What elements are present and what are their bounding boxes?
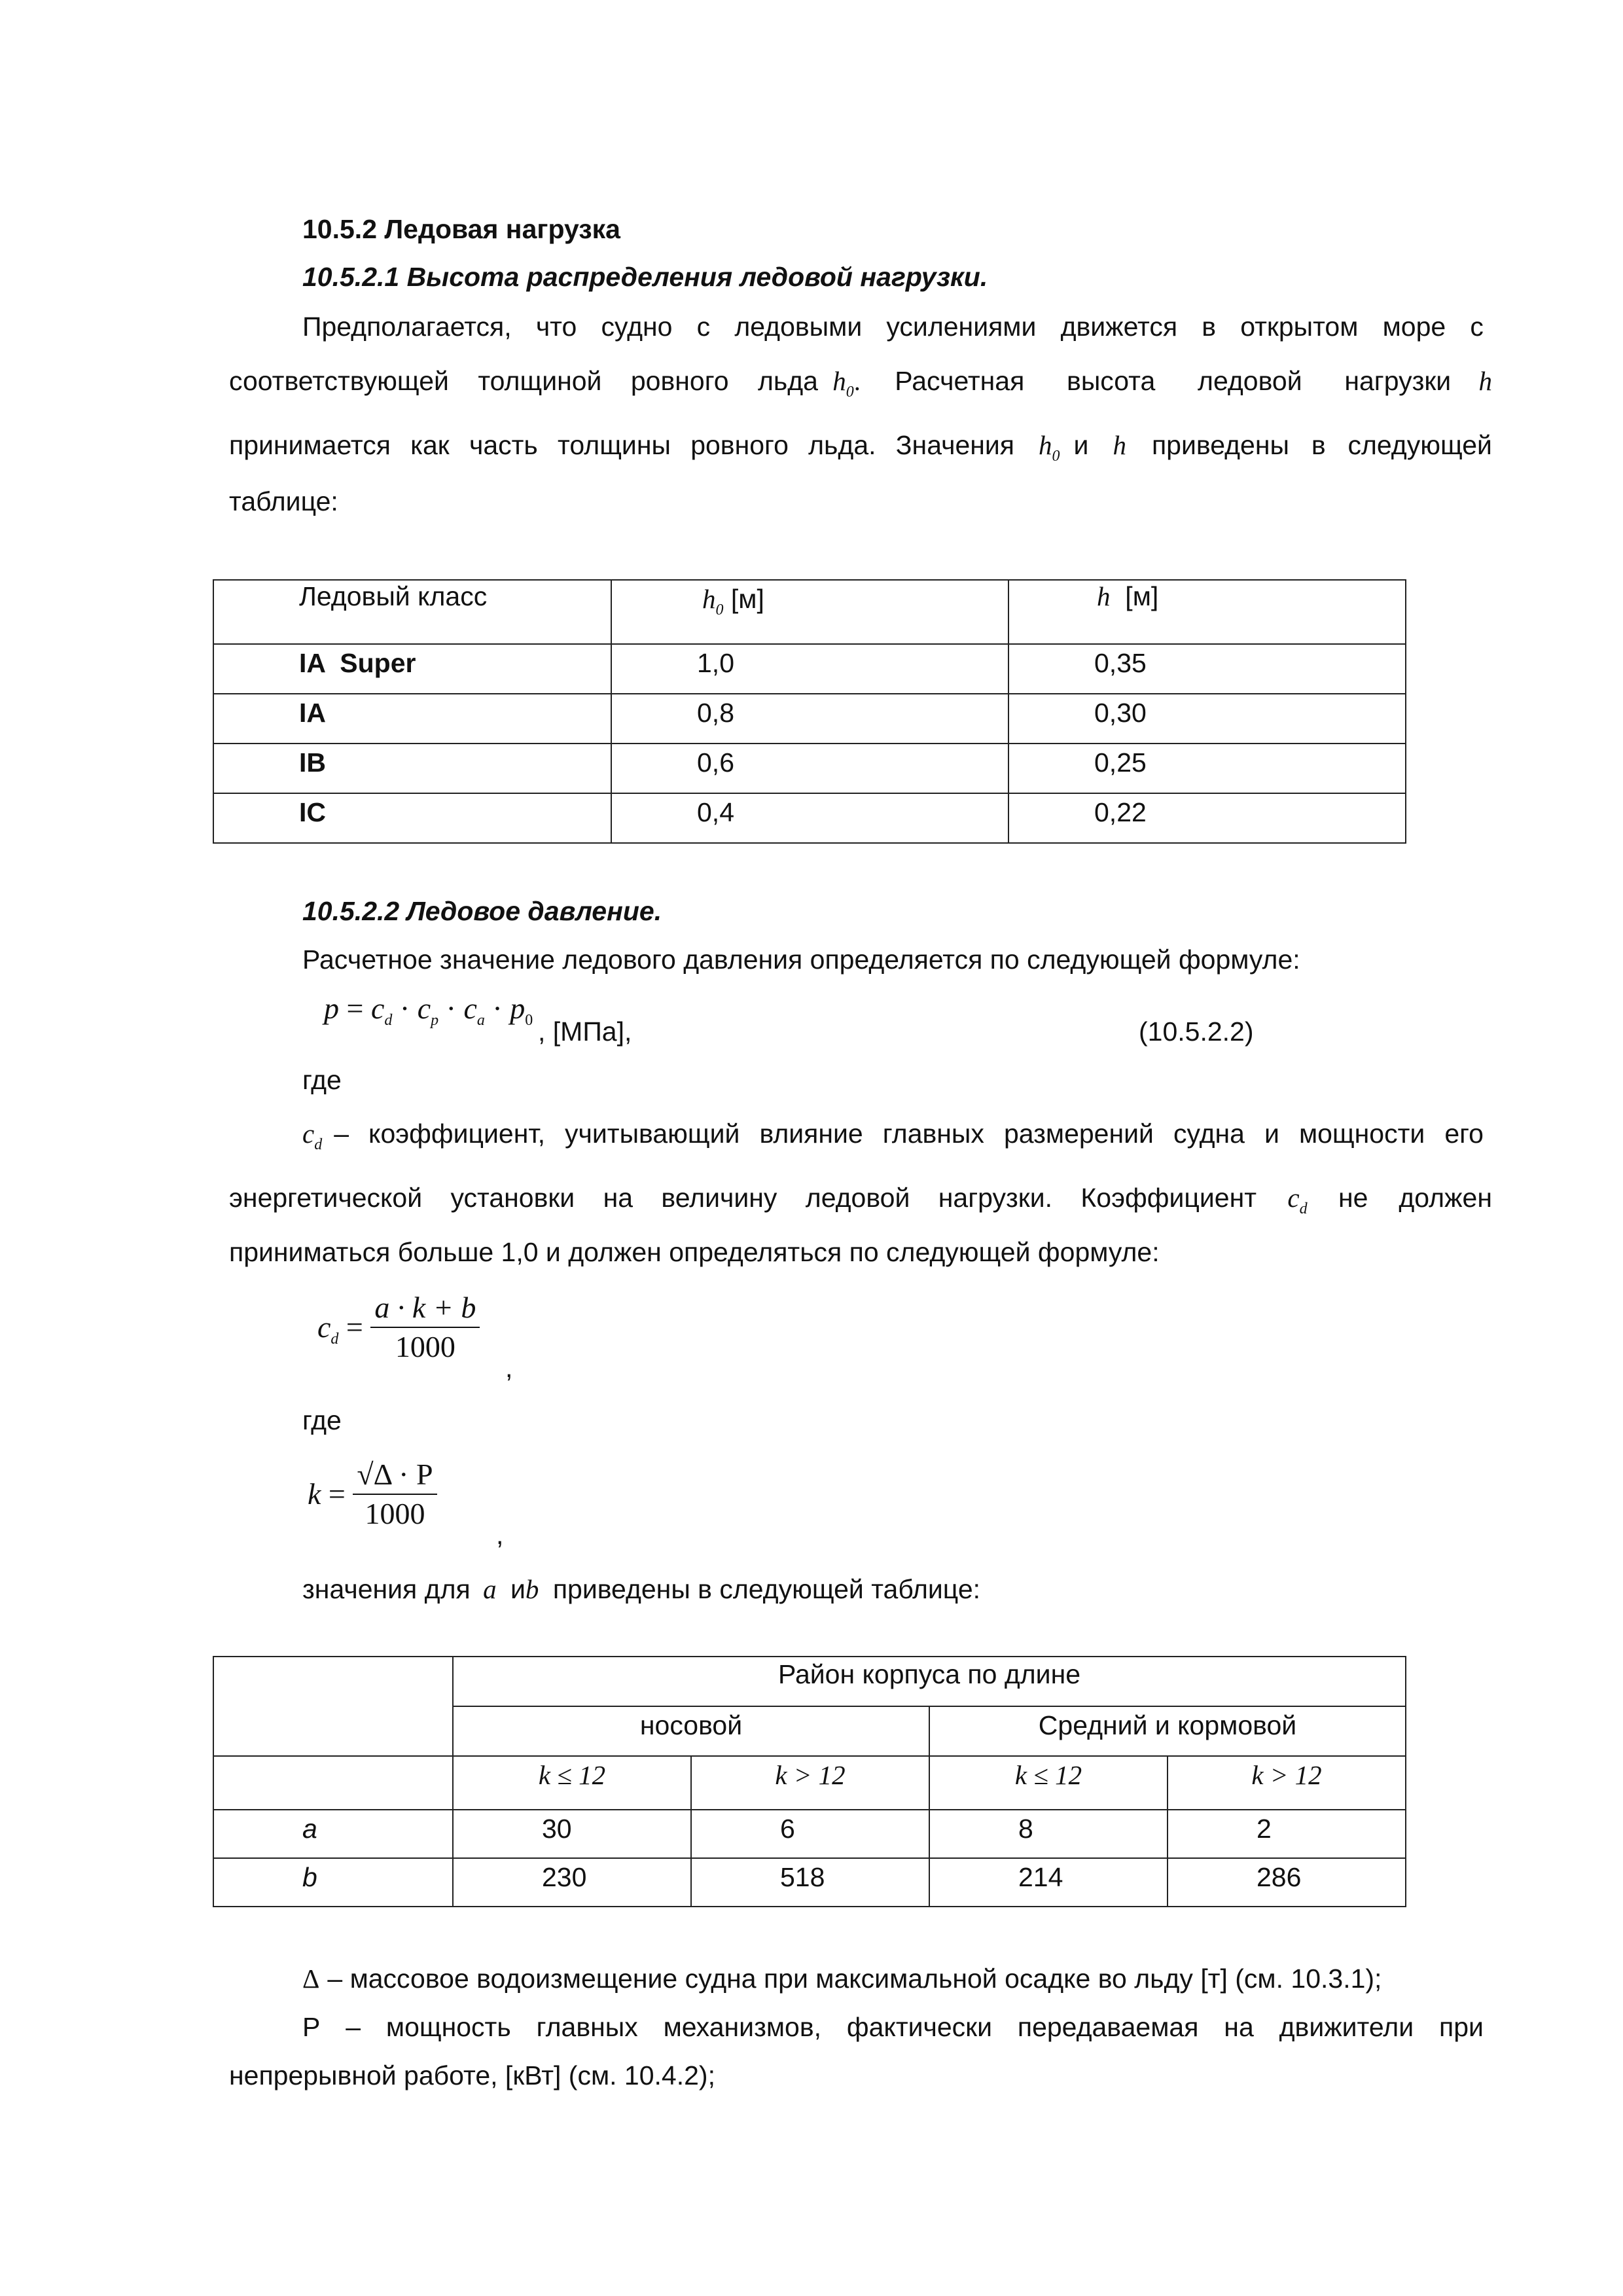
word: ледовыми	[734, 312, 863, 342]
word: движители	[1279, 2012, 1414, 2042]
word: соответствующей	[229, 366, 449, 396]
word: ровного	[630, 366, 729, 396]
word: высота	[1067, 366, 1156, 396]
word: энергетической	[229, 1183, 423, 1213]
word: ровного	[690, 430, 789, 460]
table-cell: 214	[929, 1858, 1168, 1907]
where-label: где	[302, 1405, 342, 1435]
table-cell: 0,25	[1008, 744, 1406, 793]
table-header-cell: $h_0$ [м]	[611, 580, 1008, 644]
word: часть	[469, 430, 538, 460]
table-cell: 30	[453, 1810, 691, 1858]
word: его	[1444, 1119, 1484, 1149]
formula-number: (10.5.2.2)	[1139, 1016, 1254, 1047]
table-row	[213, 793, 1406, 843]
word: толщины	[558, 430, 671, 460]
table-cell: IB	[213, 744, 611, 793]
word: с	[696, 312, 711, 342]
word: Расчетная	[895, 366, 1025, 396]
table-cell: IC	[213, 793, 611, 843]
table-cell: 0,4	[611, 793, 1008, 843]
word: принимается	[229, 430, 391, 460]
table-header-cell: Средний и кормовой	[929, 1706, 1406, 1756]
word: Коэффициент	[1080, 1183, 1257, 1213]
word: влияние	[759, 1119, 863, 1149]
table-cell: 230	[453, 1858, 691, 1907]
word: нагрузки	[1344, 366, 1452, 396]
table-cell: 6	[691, 1810, 929, 1858]
word: в	[1311, 430, 1326, 460]
paragraph-line	[229, 430, 1492, 465]
table-empty-cell	[213, 1756, 453, 1810]
word: Значения	[895, 430, 1014, 460]
table-row	[213, 1810, 1406, 1858]
word: судно	[601, 312, 673, 342]
table-cell: 286	[1168, 1858, 1406, 1907]
word: –	[334, 1119, 349, 1149]
paragraph-line	[302, 2014, 1484, 2041]
word: в	[1202, 312, 1217, 342]
word: механизмов,	[663, 2012, 822, 2042]
coefficients-table	[213, 1656, 1406, 1907]
word: движется	[1060, 312, 1178, 342]
word: нагрузки.	[938, 1183, 1053, 1213]
symbol-cd: $c_d$	[1287, 1183, 1308, 1217]
table-header-cell: k ≤ 12	[453, 1756, 691, 1810]
paragraph-line	[302, 1119, 1484, 1153]
table-cell: 8	[929, 1810, 1168, 1858]
k-formula: k = $\frac{√\Delta \cdot P}{1000}$	[308, 1460, 437, 1529]
table-cell: 518	[691, 1858, 929, 1907]
word: не	[1338, 1183, 1368, 1213]
symbol-h: h	[1478, 366, 1492, 396]
paragraph-line: значения для a иb приведены в следующей таблице:	[302, 1574, 981, 1604]
word: мощности	[1298, 1119, 1425, 1149]
table-empty-cell	[213, 1657, 453, 1756]
word: учитывающий	[565, 1119, 740, 1149]
word: мощность	[385, 2012, 511, 2042]
table-row-label: a	[213, 1810, 453, 1858]
paragraph-line: Δ – массовое водоизмещение судна при максимальной осадке во льду [т] (см. 10.3.1);	[302, 1964, 1382, 1994]
word: коэффициент,	[368, 1119, 545, 1149]
paragraph-line: Расчетное значение ледового давления определяется по следующей формуле:	[302, 944, 1300, 975]
table-header-cell: k ≤ 12	[929, 1756, 1168, 1810]
word: передаваемая	[1017, 2012, 1199, 2042]
table-cell: 0,6	[611, 744, 1008, 793]
word: открытом	[1240, 312, 1359, 342]
paragraph-line: таблице:	[229, 486, 338, 516]
paragraph-line: непрерывной работе, [кВт] (см. 10.4.2);	[229, 2060, 715, 2090]
word: приведены	[1151, 430, 1289, 460]
paragraph-line: приниматься больше 1,0 и должен определяться по следующей формуле:	[229, 1237, 1160, 1267]
formula-comma: ,	[505, 1353, 513, 1383]
paragraph-line	[229, 366, 1492, 401]
table-row	[213, 1858, 1406, 1907]
table-header-cell: Ледовый класс	[213, 580, 611, 644]
table-cell: 2	[1168, 1810, 1406, 1858]
word: размерений	[1003, 1119, 1154, 1149]
symbol-h0: $h_0$	[1039, 430, 1060, 465]
table-header-cell: носовой	[453, 1706, 929, 1756]
word: при	[1439, 2012, 1484, 2042]
symbol-h0: $h_0$.	[832, 366, 861, 401]
table-cell: 0,30	[1008, 694, 1406, 744]
word: P	[302, 2012, 321, 2042]
table-header-cell: h [м]	[1008, 580, 1406, 644]
word: льда.	[808, 430, 876, 460]
word: на	[1224, 2012, 1254, 2042]
table-cell: 0,35	[1008, 644, 1406, 694]
paragraph-line	[302, 314, 1484, 340]
word: что	[535, 312, 577, 342]
table-cell: 0,8	[611, 694, 1008, 744]
word: должен	[1399, 1183, 1492, 1213]
word: льда	[757, 366, 818, 396]
word: море	[1382, 312, 1446, 342]
formula-comma: ,	[496, 1520, 504, 1550]
and-word: и	[1073, 430, 1089, 460]
word: как	[410, 430, 450, 460]
word: главных	[536, 2012, 638, 2042]
word: ледовой	[805, 1183, 910, 1213]
word: следующей	[1347, 430, 1492, 460]
word: Предполагается,	[302, 312, 512, 342]
cd-formula: $c_d$ = $\frac{a \cdot k + b}{1000}$	[317, 1293, 480, 1362]
ice-class-table	[213, 579, 1406, 844]
table-cell: IA Super	[213, 644, 611, 694]
word: установки	[450, 1183, 575, 1213]
word: толщиной	[478, 366, 602, 396]
table-row	[213, 744, 1406, 793]
section-heading: 10.5.2 Ледовая нагрузка	[302, 214, 620, 244]
table-row	[213, 694, 1406, 744]
pressure-formula: $p = c_d \cdot c_p \cdot c_a \cdot p_0$	[324, 992, 533, 1029]
symbol-cd: $c_d$	[302, 1119, 323, 1153]
formula-unit: , [МПа],	[538, 1016, 632, 1047]
subsection-heading-2: 10.5.2.2 Ледовое давление.	[302, 896, 662, 926]
word: ледовой	[1198, 366, 1302, 396]
table-cell: 1,0	[611, 644, 1008, 694]
table-row	[213, 644, 1406, 694]
table-header-cell: k > 12	[1168, 1756, 1406, 1810]
word: фактически	[846, 2012, 993, 2042]
paragraph-line	[229, 1183, 1492, 1217]
table-row-label: b	[213, 1858, 453, 1907]
where-label: где	[302, 1065, 342, 1095]
subsection-heading-1: 10.5.2.1 Высота распределения ледовой нагрузки.	[302, 262, 988, 292]
word: –	[346, 2012, 361, 2042]
word: судна	[1173, 1119, 1245, 1149]
symbol-h: h	[1113, 430, 1126, 460]
word: с	[1470, 312, 1484, 342]
table-cell: 0,22	[1008, 793, 1406, 843]
word: величину	[661, 1183, 777, 1213]
word: главных	[882, 1119, 984, 1149]
word: и	[1264, 1119, 1279, 1149]
table-header-cell: Район корпуса по длине	[453, 1657, 1406, 1706]
table-header-cell: k > 12	[691, 1756, 929, 1810]
word: на	[603, 1183, 633, 1213]
word: усилениями	[886, 312, 1037, 342]
table-cell: IA	[213, 694, 611, 744]
